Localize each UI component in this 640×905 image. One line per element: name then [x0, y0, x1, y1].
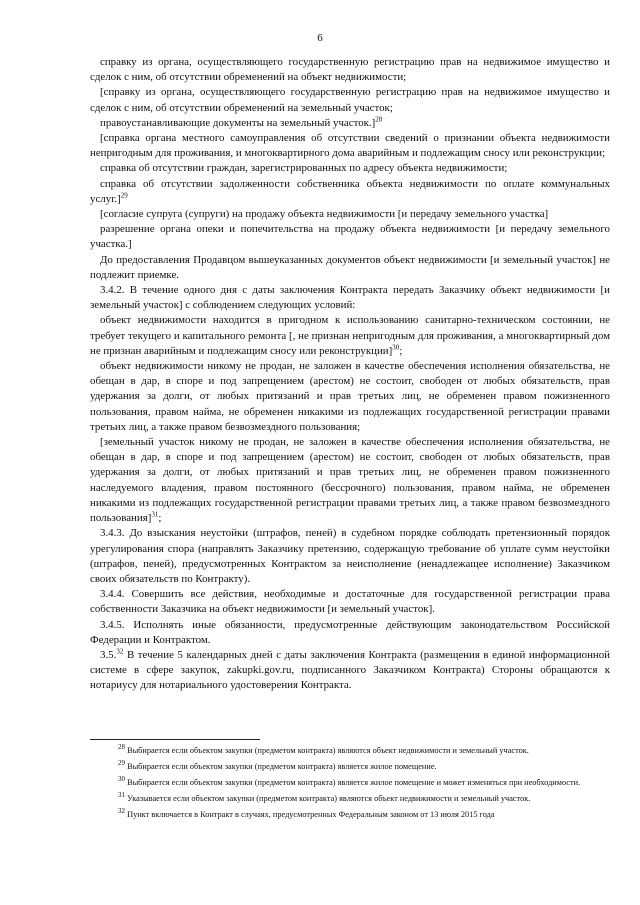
paragraph: [справку из органа, осуществляющего государственную регистрацию прав на недвижимое имущество и сделок с ним, об отсутствии обременений на земельный участок;	[90, 86, 610, 114]
footnote-ref: 31	[151, 510, 159, 519]
paragraph: 3.5.32 В течение 5 календарных дней с даты заключения Контракта (размещения в единой информационной системе в сфере закупок, zakupki.gov.ru, подписанного Заказчиком Контракта) Стороны обращаются к нотариусу для нотариального удостоверения Контракта.	[90, 647, 610, 692]
footnote-number: 31	[118, 791, 125, 800]
footnote: $^{29}$ Выбирается если объектом закупки (предметом контракта) является жилое помещение.	[118, 759, 437, 771]
page-number: 6	[317, 32, 323, 44]
footnotes	[90, 745, 610, 825]
footnote-ref: 29	[120, 191, 128, 200]
footnote-ref: 28	[375, 115, 383, 124]
footnote: $^{28}$ Выбирается если объектом закупки (предметом контракта) являются объект недвижимости и земельный участок.	[118, 743, 529, 755]
footnote-separator	[90, 739, 260, 740]
paragraph: До предоставления Продавцом вышеуказанных документов объект недвижимости [и земельный участок] не подлежит приемке.	[90, 253, 610, 281]
paragraph: 3.4.5. Исполнять иные обязанности, предусмотренные действующим законодательством Российской Федерации и Контрактом.	[90, 618, 610, 646]
paragraph: справка об отсутствии задолженности собственника объекта недвижимости по оплате коммунальных услуг.]$^{29}$	[90, 177, 610, 205]
paragraph: [справка органа местного самоуправления об отсутствии сведений о признании объекта недвижимости непригодным для проживания, и многоквартирного дома аварийным и подлежащим сносу или реконструкции;	[90, 132, 610, 160]
paragraph: разрешение органа опеки и попечительства на продажу объекта недвижимости [и передачу земельного участка.]	[90, 223, 610, 251]
paragraph: 3.4.3. До взыскания неустойки (штрафов, пеней) в судебном порядке соблюдать претензионный порядок урегулирования спора (направлять Заказчику претензию, содержащую требование об уплате сумм неустойки (штрафов, пеней), предусмотренных Контрактом за неисполнение (ненадлежащее исполнение) Заказчиком своих обязательств по Контракту).	[90, 527, 610, 585]
footnote: $^{31}$ Указывается если объектом закупки (предметом контракта) являются объект недвижимости и земельный участок.	[118, 791, 531, 803]
paragraph: объект недвижимости никому не продан, не заложен в качестве обеспечения исполнения обязательства, не обещан в дар, в споре и под запрещением (арестом) не состоит, свободен от любых обязательств, прав удержания за долги, от любых притязаний и прав третьих лиц, не обременен правом пожизненного пользования, правом найма, не обременен никакими из подлежащих государственной регистрации правами третьих лиц, а также правом безвозмездного пользования;	[90, 360, 610, 433]
paragraph: 3.4.2. В течение одного дня с даты заключения Контракта передать Заказчику объект недвижимости [и земельный участок] с соблюдением следующих условий:	[90, 284, 610, 312]
footnote-number: 29	[118, 759, 125, 768]
footnote: $^{32}$ Пункт включается в Контракт в случаях, предусмотренных Федеральным законом от 13 июля 2015 года	[118, 807, 495, 819]
paragraph: [земельный участок никому не продан, не заложен в качестве обеспечения исполнения обязательства, не обещан в дар, в споре и под запрещением (арестом) не состоит, свободен от любых обязательств, прав удержания за долги, от любых притязаний и прав третьих лиц, не обременен правом пожизненного наследуемого владения, правом постоянного (бессрочного) пользования, правом найма, не обременен никакими из подлежащих государственной регистрации правами третьих лиц, а также правом безвозмездного пользования]$^{31}$;	[90, 436, 610, 525]
paragraph: справка об отсутствии граждан, зарегистрированных по адресу объекта недвижимости;	[100, 162, 508, 175]
paragraph: правоустанавливающие документы на земельный участок.]$^{28}$	[100, 115, 383, 129]
paragraph: [согласие супруга (супруги) на продажу объекта недвижимости [и передачу земельного участка]	[100, 208, 549, 221]
paragraph: объект недвижимости находится в пригодном к использованию санитарно-техническом состоянии, не требует текущего и капитального ремонта [, не признан непригодным для проживания, а многоквартирный дом не признан аварийным и подлежащим сносу или реконструкции]$^{30}$;	[90, 314, 610, 357]
footnote-ref: 30	[392, 343, 400, 352]
footnote-number: 32	[118, 807, 125, 816]
document-body	[90, 55, 610, 694]
footnote-number: 28	[118, 743, 125, 752]
paragraph: справку из органа, осуществляющего государственную регистрацию прав на недвижимое имущество и сделок с ним, об отсутствии обременений на объект недвижимости;	[90, 56, 610, 84]
footnote-ref: 32	[116, 647, 124, 656]
paragraph: 3.4.4. Совершить все действия, необходимые и достаточные для государственной регистрации права собственности Заказчика на объект недвижимости [и земельный участок].	[90, 588, 610, 616]
footnote: $^{30}$ Выбирается если объектом закупки (предметом контракта) является жилое помещение и может изменяться при необходимости.	[118, 775, 581, 787]
footnote-number: 30	[118, 775, 125, 784]
